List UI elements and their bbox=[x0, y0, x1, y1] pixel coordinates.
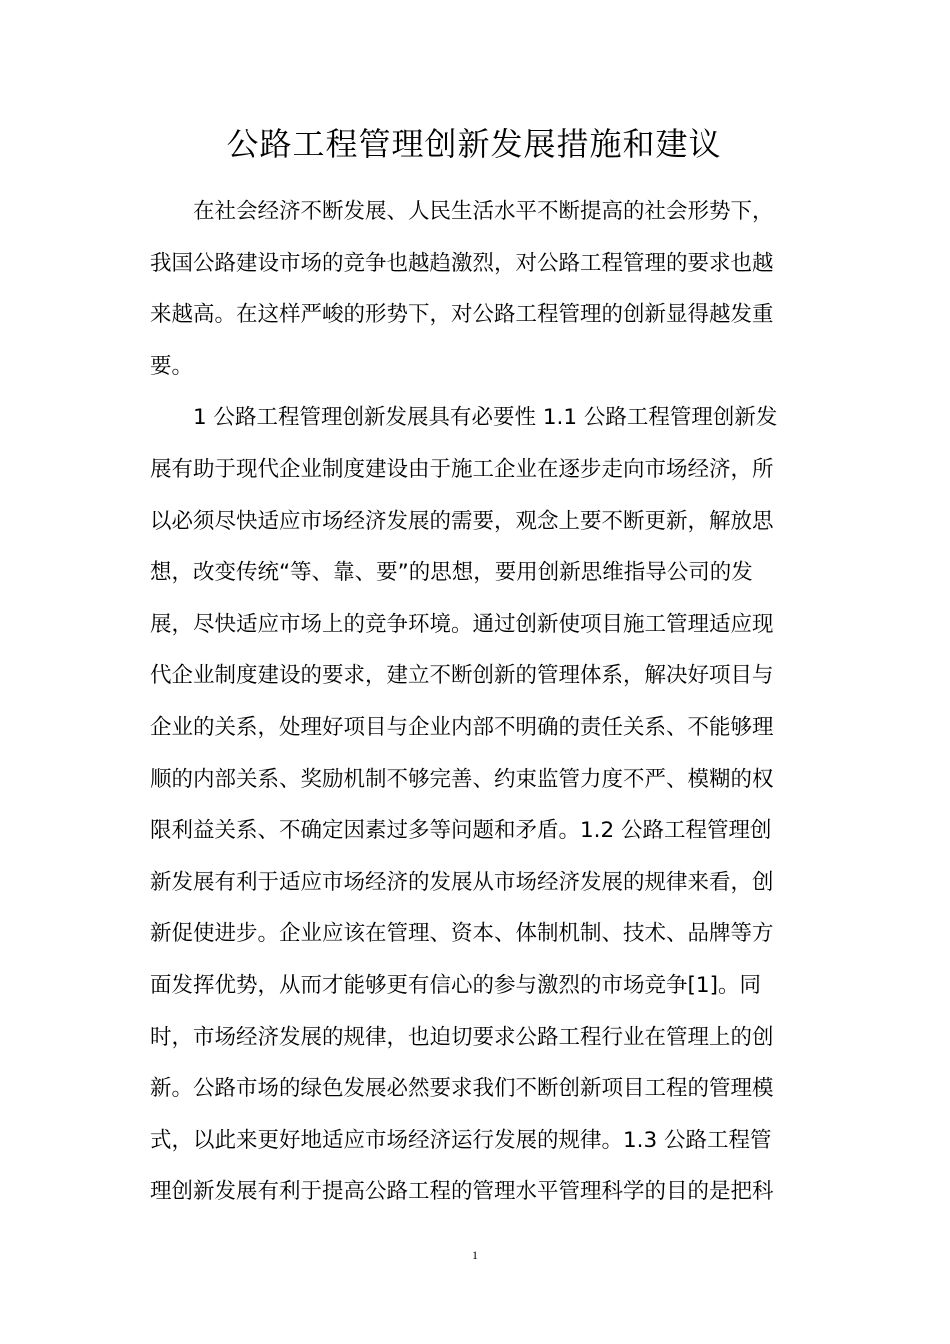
paragraph-1-line-1: 在社会经济不断发展、人民生活水平不断提高的社会形势下， bbox=[193, 199, 774, 224]
paragraph-2-line-2: 展有助于现代企业制度建设由于施工企业在逐步走向市场经济，所 bbox=[150, 456, 774, 482]
paragraph-2-line-15: 式，以此来更好地适应市场经济运行发展的规律。1.3 公路工程管 bbox=[150, 1127, 772, 1153]
paragraph-2-line-4: 想，改变传统“等、靠、要”的思想，要用创新思维指导公司的发 bbox=[150, 560, 753, 586]
paragraph-1-line-4: 要。 bbox=[150, 353, 194, 379]
paragraph-1-line-3: 来越高。在这样严峻的形势下，对公路工程管理的创新显得越发重 bbox=[150, 302, 774, 328]
document-title: 公路工程管理创新发展措施和建议 bbox=[226, 125, 722, 163]
paragraph-2-line-12: 面发挥优势，从而才能够更有信心的参与激烈的市场竞争[1]。同 bbox=[150, 972, 761, 998]
document-body bbox=[150, 186, 798, 1218]
paragraph-2-line-6: 代企业制度建设的要求，建立不断创新的管理体系，解决好项目与 bbox=[150, 663, 774, 689]
paragraph-2-line-14: 新。公路市场的绿色发展必然要求我们不断创新项目工程的管理模 bbox=[150, 1076, 774, 1102]
paragraph-2-line-5: 展，尽快适应市场上的竞争环境。通过创新使项目施工管理适应现 bbox=[150, 611, 774, 637]
paragraph-2-line-8: 顺的内部关系、奖励机制不够完善、约束监管力度不严、模糊的权 bbox=[150, 766, 774, 792]
paragraph-2-line-7: 企业的关系，处理好项目与企业内部不明确的责任关系、不能够理 bbox=[150, 714, 774, 740]
paragraph-2-line-1: 1 公路工程管理创新发展具有必要性 1.1 公路工程管理创新发 bbox=[193, 405, 778, 431]
paragraph-2-line-9: 限利益关系、不确定因素过多等问题和矛盾。1.2 公路工程管理创 bbox=[150, 818, 772, 844]
paragraph-2-line-10: 新发展有利于适应市场经济的发展从市场经济发展的规律来看，创 bbox=[150, 869, 774, 895]
paragraph-2-line-3: 以必须尽快适应市场经济发展的需要，观念上要不断更新，解放思 bbox=[150, 508, 774, 534]
paragraph-2-line-16: 理创新发展有利于提高公路工程的管理水平管理科学的目的是把科 bbox=[150, 1179, 774, 1205]
paragraph-1-line-2: 我国公路建设市场的竞争也越趋激烈，对公路工程管理的要求也越 bbox=[150, 250, 774, 276]
page-number: 1 bbox=[472, 1248, 478, 1262]
paragraph-2-line-13: 时，市场经济发展的规律，也迫切要求公路工程行业在管理上的创 bbox=[150, 1024, 774, 1050]
paragraph-2-line-11: 新促使进步。企业应该在管理、资本、体制机制、技术、品牌等方 bbox=[150, 921, 774, 947]
